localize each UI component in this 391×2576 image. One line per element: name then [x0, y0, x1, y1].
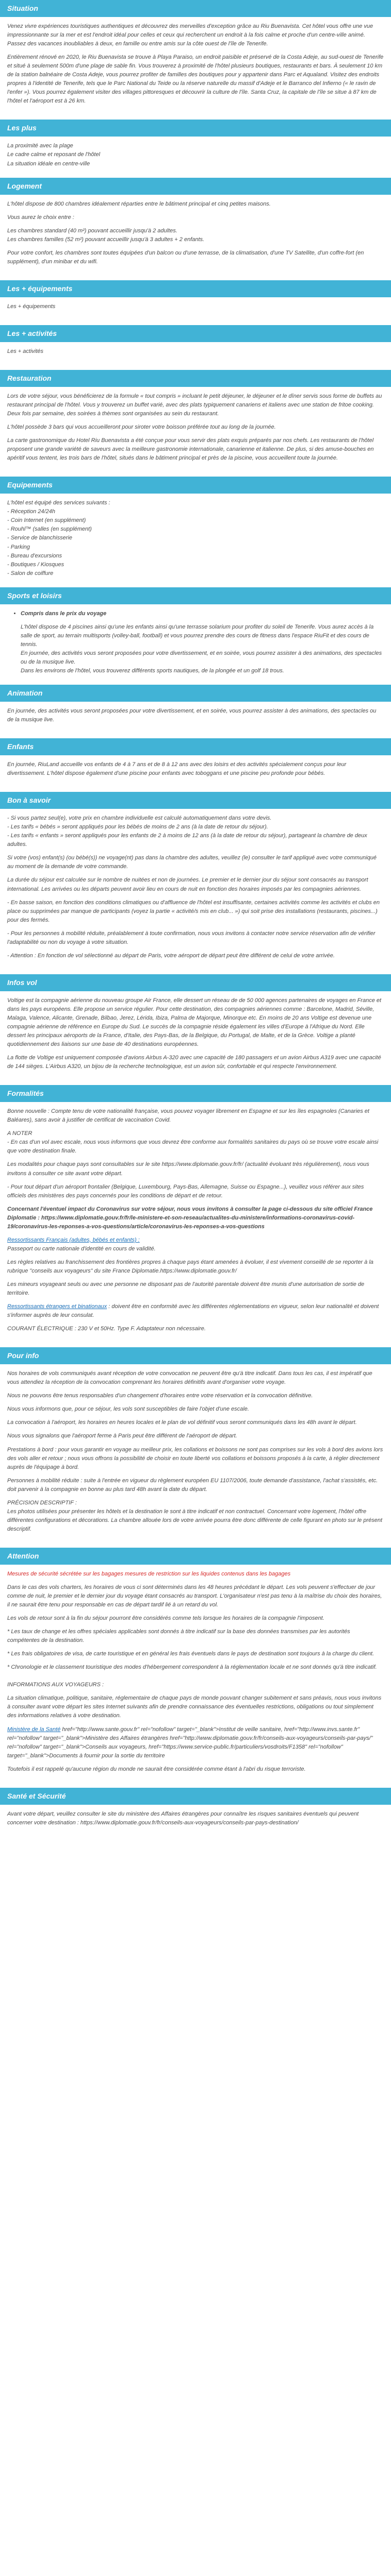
bon-savoir-line: - Les tarifs « bébés » seront appliqués pour les bébés de moins de 2 ans (à la date de retour du séjour). [7, 824, 268, 831]
formalites-paragraph: Les mineurs voyageant seuls ou avec une personne ne disposant pas de l'autorité parentale doivent être munis d'une autorisation de sortie de territoire. [7, 1281, 365, 1297]
section-equipements [0, 477, 391, 584]
attention-paragraph: La situation climatique, politique, sanitaire, réglementaire de chaque pays de monde pouvant changer subitement et sans préavis, nous vous invitons à consulter avant votre départ les sites Internet suivants afin de prendre connaissance des éventuelles restrictions, obligations ou tout simplement des informations relatives à votre destination. [7, 1695, 382, 1719]
situation-paragraph: Venez vivre expériences touristiques authentiques et découvrez des merveilles d'exception grâce au Riu Buenavista. Cet hôtel vous offre une vue impressionnante sur la mer et est l'endroit idéal pour celles et ceux qui recherchent un endroit à la fois calme et proche d'un centre-ville animé. Passez des vacances inoubliables à deux, en famille ou entre amis sur la côte ouest de l'île de Tenerife. [7, 23, 373, 47]
pour-info-paragraph: Nous vous signalons que l'aéroport ferme à Paris peut être différent de l'aéroport de départ. [7, 1433, 237, 1439]
bon-savoir-paragraph: Si votre (vos) enfant(s) (ou bébé(s)) ne voyage(nt) pas dans la chambre des adultes, veuillez (le) consulter le tarif appliqué avec votre communiqué au moment de la demande de votre commande. [7, 855, 377, 870]
sports-line: Dans les environs de l'hôtel, vous trouverez différents sports nautiques, de la plongée et un golf 18 trous. [21, 667, 284, 674]
restauration-paragraph: Lors de votre séjour, vous bénéficierez de la formule « tout compris » incluant le petit déjeuner, le déjeuner et le dîner servis sous forme de buffets au restaurant principal de l'hôtel. Vous y trouverez un buffet varié, avec des plats typiquement canariens et italiens avec une station de fritoe cooking. Deux fois par semaine, des soirées à thèmes sont organisées au sein du restaurant. [7, 393, 382, 417]
section-logement [0, 178, 391, 277]
bon-savoir-paragraph: La durée du séjour est calculée sur le nombre de nuitées et non de journées. Le premier et le dernier jour du séjour sont consacrés au transport international. Les arrivées ou les départs peuvent avoir lieu en cours de nuit en fonction des horaires imposés par les compagnies aériennes. [7, 877, 368, 892]
plus-equipements-text: Les + équipements [7, 303, 56, 310]
section-title-enfants: Enfants [0, 738, 391, 755]
liquides-restriction-link[interactable]: Mesures de sécurité sécrétée sur les bagages mesures de restriction sur les liquides contenus dans les bagages [7, 1570, 291, 1577]
bon-savoir-paragraph: - En basse saison, en fonction des conditions climatiques ou d'affluence de l'hôtel est insuffisante, certaines activités comme les activités et clubs en place ou supprimées par manque de participants (voyez la partie « activité/s mis en club... ») qui soit prise des installations (restaurants, piscines...) pour des fermés. [7, 899, 380, 923]
equipement-item: - Réception 24/24h [7, 509, 55, 515]
formalites-paragraph: Les règles relatives au franchissement des frontières propres à chaque pays étant amenées à évoluer, il est vivement conseillé de se reporter à la rubrique "conseils aux voyageurs" du site France Diplomatie.https://www.diplomatie.gouv.fr/ [7, 1259, 373, 1274]
section-title-les-plus: Les plus [0, 120, 391, 137]
restauration-paragraph: L'hôtel possède 3 bars qui vous accueilleront pour siroter votre boisson préférée tout au long de la journée. [7, 424, 276, 431]
attention-paragraph: * Chronologie et le classement touristique des modes d'hébergement correspondent à la réglementation locale et ne sont donnés qu'à titre indicatif. [7, 1664, 377, 1671]
attention-paragraph: Les vols de retour sont à la fin du séjour pourront être considérés comme tels lorsque les horaires de la compagnie l'imposent. [7, 1615, 324, 1622]
equipement-item: - Coin Internet (en supplément) [7, 517, 86, 524]
section-plus-equipements [0, 280, 391, 322]
equipement-item: - Rouhl™ (salles (en supplément) [7, 526, 92, 533]
equipement-item: - Bureau d'excursions [7, 552, 62, 559]
section-sante-securite [0, 1788, 391, 1838]
bon-savoir-line: - Si vous partez seul(e), votre prix en chambre individuelle est calculé automatiquement dans votre devis. [7, 815, 272, 822]
formalites-paragraph: - En cas d'un vol avec escale, nous vous informons que vous devrez être conforme aux formalités sanitaires du pays où se trouve votre escale ainsi que votre destination finale. [7, 1139, 379, 1155]
ressortissants-etrangers-link[interactable]: Ressortissants étrangers et binationaux [7, 1303, 107, 1310]
section-bon-a-savoir [0, 792, 391, 971]
bon-savoir-line: - Les tarifs « enfants » seront appliqués pour les enfants de 2 à moins de 12 ans (à la date de retour du séjour), partageant la chambre de deux adultes. [7, 833, 367, 848]
section-title-infos-vol: Infos vol [0, 974, 391, 991]
logement-paragraph: L'hôtel dispose de 800 chambres idéalement réparties entre le bâtiment principal et cinq petites maisons. [7, 200, 271, 207]
plus-item: La situation idéale en centre-ville [7, 160, 90, 167]
equipement-item: - Salon de coiffure [7, 570, 54, 577]
section-title-equipements: Equipements [0, 477, 391, 494]
section-title-logement: Logement [0, 178, 391, 195]
section-title-plus-equipements: Les + équipements [0, 280, 391, 297]
section-formalites [0, 1085, 391, 1344]
sports-line: En journée, des activités vous seront proposées pour votre divertissement, et en soirée, vous pourrez assister à des animations, des spectacles ou de la musique live. [21, 650, 382, 665]
formalites-paragraph: Passeport ou carte nationale d'identité en cours de validité. [7, 1245, 156, 1252]
formalites-etrangers-text: : doivent être en conformité avec les différentes réglementations en vigueur, selon leur nationalité et doivent s'informer auprès de leur consulat. [7, 1303, 379, 1319]
attention-paragraph: * Les taux de change et les offres spéciales applicables sont donnés à titre indicatif sur la base des données transmises par les autorités compétentes de la destination. [7, 1629, 350, 1644]
section-plus-activites [0, 325, 391, 367]
ressortissants-francais-link[interactable]: Ressortissants Français (adultes, bébés et enfants) : [7, 1236, 140, 1243]
section-title-sports-loisirs: Sports et loisirs [0, 587, 391, 604]
pour-info-paragraph: Les photos utilisées pour présenter les hôtels et la destination le sont à titre indicatif et non contractuel. Concernant votre logement, l'hôtel offre différentes configurations et décorations. La chambre allouée lors de votre arrivée pourra être donc différente de celle figurant en photo sur le présent descriptif. [7, 1508, 383, 1532]
animation-paragraph: En journée, des activités vous seront proposées pour votre divertissement, et en soirée, vous pourrez assister à des animations, des spectacles ou de la musique live. [7, 708, 377, 723]
infos-vol-paragraph: Voltige est la compagnie aérienne du nouveau groupe Air France, elle dessert un réseau de de 50 000 agences partenaires de voyages en France et dans les pays européens. Elle propose un service régulier. Pour cette destination, des compagnies aériennes comme : Barcelone, Madrid, Séville, Malaga, Valence, Alicante, Grenade, Bilbao, Jerez, Lérida, Ibiza, Palma de Majorque, Minorque etc. En moins de 20 ans Voltige est devenue une compagnie aérienne de référence en Europe du Sud. Le succès de la compagnie réside également les villes d'Europe à l'Afrique du Nord. Elle dessert les principaux aéroports de la France, d'Italie, des Pays-Bas, de la Belgique, du Portugal, de Malte, et de la Grèce. Voltige a planté quotidiennement des liaisons sur une base de 40 destinations européennes. [7, 997, 382, 1048]
formalites-courant-electrique: COURANT ÉLECTRIQUE : 230 V et 50Hz. Type F. Adaptateur non nécessaire. [7, 1326, 206, 1332]
situation-paragraph: Entièrement rénové en 2020, le Riu Buenavista se trouve à Playa Paraiso, un endroit paisible et préservé de la Costa Adeje, au sud-ouest de Tenerife et situé à seulement 500m d'une plage de sable fin. Vous trouverez à proximité de l'hôtel plusieurs boutiques, restaurants et bars. À seulement 10 km de la station balnéaire de Costa Adeje, vous pourrez profiter de familles des boutiques pour y appartenir dans Parc et Aqualand. Visitez des endroits propres à l'identité de Tenerife, tels que le Parc National du Teide ou la réserve naturelle du massif d'Adeje et le Barranco del Infierno (« le ravin de l'enfer »). Vous pourrez également visiter des villages pittoresques et découvrir la culture de l'île. Santa Cruz, la capitale de l'île se situe à 87 km de l'hôtel et l'aéroport est à 26 km. [7, 54, 384, 105]
informations-voyageurs-title: INFORMATIONS AUX VOYAGEURS : [7, 1682, 104, 1688]
infos-vol-paragraph: La flotte de Voltige est uniquement composée d'avions Airbus A-320 avec une capacité de 180 passagers et un avion Airbus A319 avec une capacité de 144 sièges. L'Airbus A320, un bijou de la recherche technologique, est un avion sûr, confortable et qui respecte l'environnement. [7, 1055, 381, 1070]
pour-info-paragraph: Nos horaires de vols communiqués avant réception de votre convocation ne peuvent être qu'à titre indicatif. Dans tous les cas, il est impératif que vous attendiez la réception de la convocation comprenant les horaires définitifs avant d'organiser votre voyage. [7, 1370, 372, 1386]
attention-links-text: href="http://www.sante.gouv.fr" rel="nofollow" target="_blank">Institut de veille sanitaire, href="http://www.invs.sante.fr" rel="nofollow" target="_blank">Ministère des Affaires étrangères href="http://www.diplomatie.gouv.fr/fr/conseils-aux-voyageurs/conseils-par-pays/" rel="nofollow" target="_blank">Conseils aux voyageurs, href="https://www.service-public.fr/particuliers/vosdroits/F1358" rel="nofollow" target="_blank">Documents à fournir pour la sortie du territoire [7, 1726, 373, 1759]
section-attention [0, 1548, 391, 1785]
section-animation [0, 685, 391, 735]
section-sports-loisirs [0, 587, 391, 682]
enfants-paragraph: En journée, RiuLand accueille vos enfants de 4 à 7 ans et de 8 à 12 ans avec des loisirs et des activités spécialement conçus pour leur divertissement. L'hôtel dispose également d'une piscine pour enfants avec toboggans et une piscine peu profonde pour bébés. [7, 761, 347, 777]
plus-item: La proximité avec la plage [7, 143, 73, 149]
bon-savoir-paragraph: - Pour les personnes à mobilité réduite, préalablement à toute confirmation, nous vous invitons à contacter notre service réservation afin de vérifier l'adaptabilité ou non du voyage à votre situation. [7, 930, 376, 945]
section-title-formalites: Formalités [0, 1085, 391, 1102]
section-pour-info [0, 1347, 391, 1545]
section-title-plus-activites: Les + activités [0, 325, 391, 342]
logement-room-type: Les chambres familles (52 m²) pouvant accueillir jusqu'à 3 adultes + 2 enfants. [7, 236, 205, 243]
attention-paragraph: * Les frais obligatoires de visa, de carte touristique et en général les frais éventuels dans le pays de destination sont toujours à la charge du client. [7, 1651, 374, 1657]
section-title-pour-info: Pour info [0, 1347, 391, 1364]
section-title-attention: Attention [0, 1548, 391, 1565]
sports-included-bullet: • Compris dans le prix du voyage [21, 609, 384, 618]
pour-info-paragraph: Prestations à bord : pour vous garantir en voyage au meilleur prix, les collations et boissons ne sont pas comprises sur les vols à bord des avions lors des vols aller et retour ; nous vous offrons la possibilité de choisir en toute liberté vos collations et boissons proposés à la carte, à régler directement auprès de l'équipage à bord. [7, 1446, 383, 1470]
pour-info-paragraph: Personnes à mobilité réduite : suite à l'entrée en vigueur du règlement européen EU 1107/2006, toute demande d'assistance, l'achat s'assistés, etc. doit parvenir à la compagnie en bonne au plus tard 48h avant la date du départ. [7, 1477, 378, 1493]
plus-activites-text: Les + activités [7, 348, 44, 354]
section-title-restauration: Restauration [0, 370, 391, 387]
section-infos-vol [0, 974, 391, 1082]
attention-paragraph: Dans le cas des vols charters, les horaires de vous ci sont déterminés dans les 48 heures précédant le départ. Les vols peuvent s'effectuer de jour comme de nuit, le premier et le dernier jour du voyage étant consacrés au transport. L'organisateur n'est pas tenu à la maîtrise du choix des horaires, il ne saurait être tenu pour responsable en cas de départ tardif lié à un retard du vol. [7, 1584, 382, 1608]
precision-descriptif-title: PRÉCISION DESCRIPTIF : [7, 1499, 77, 1506]
section-restauration [0, 370, 391, 473]
section-title-animation: Animation [0, 685, 391, 702]
plus-item: Le cadre calme et reposant de l'hôtel [7, 151, 101, 158]
formalites-note-title: A NOTER [7, 1130, 32, 1137]
equipement-item: - Service de blanchisserie [7, 535, 72, 541]
equipements-intro: L'hôtel est équipé des services suivants : [7, 500, 110, 506]
bon-savoir-paragraph: - Attention : En fonction de vol sélectionné au départ de Paris, votre aéroport de départ peut être différent de celui de votre arrivée. [7, 952, 335, 959]
section-title-bon-a-savoir: Bon à savoir [0, 792, 391, 809]
equipement-item: - Parking [7, 544, 30, 550]
formalites-coronavirus-notice: Concernant l'éventuel impact du Coronavirus sur votre séjour, nous vous invitons à consulter la page ci-dessous du site officiel France Diplomatie : https://www.diplomatie.gouv.fr/fr/le-ministere-et-son-reseau/actualites-du-ministere/informations-coronavirus-covid-19/coronavirus-les-reponses-a-vos-questions/article/coronavirus-les-reponses-a-vos-questions [7, 1206, 373, 1230]
formalites-paragraph: Bonne nouvelle : Compte tenu de votre nationalité française, vous pouvez voyager librement en Espagne et sur les îles espagnoles (Canaries et Baléares), sans avoir à justifier de certificat de vaccination Covid. [7, 1108, 369, 1124]
sante-paragraph: Avant votre départ, veuillez consulter le site du ministère des Affaires étrangères pour connaître les risques sanitaires éventuels qui peuvent concerner votre destination : https://www.diplomatie.gouv.fr/fr/conseils-aux-voyageurs/conseils-par-pays-destination/ [7, 1810, 359, 1826]
equipement-item: - Boutiques / Kiosques [7, 561, 64, 568]
sports-line: L'hôtel dispose de 4 piscines ainsi qu'une les enfants ainsi qu'une terrasse solarium pour profiter du soleil de Tenerife. Vous aurez accès à la salle de sport, au terrain multisports (volley-ball, football) et vous pourrez prendre des cours de fitness dans l'espace RiuFit et des cours de tennis. [21, 623, 374, 648]
logement-paragraph: Vous aurez le choix entre : [7, 214, 74, 221]
pour-info-paragraph: Nous ne pouvons être tenus responsables d'un changement d'horaires entre votre réservation et la convocation définitive. [7, 1393, 313, 1399]
logement-room-type: Les chambres standard (40 m²) pouvant accueillir jusqu'à 2 adultes. [7, 227, 177, 234]
pour-info-paragraph: Nous vous informons que, pour ce séjour, les vols sont susceptibles de faire l'objet d'une escale. [7, 1406, 249, 1413]
section-title-situation: Situation [0, 0, 391, 17]
attention-paragraph: Toutefois il est rappelé qu'aucune région du monde ne saurait être considérée comme étant à l'abri du risque terroriste. [7, 1766, 306, 1772]
ministere-sante-link[interactable]: Ministère de la Santé [7, 1726, 61, 1733]
logement-paragraph: Pour votre confort, les chambres sont toutes équipées d'un balcon ou d'une terrasse, de la climatisation, d'une TV Satellite, d'un coffre-fort (en supplément), d'un minibar et du wifi. [7, 249, 364, 265]
section-situation [0, 0, 391, 116]
restauration-paragraph: La carte gastronomique du Hotel Riu Buenavista a été conçue pour vous servir des plats exquis préparés par nos chefs. Les restaurants de l'hôtel proposent une grande variété de saveurs avec la meilleure gastronomie internationale, canarienne et italienne. De plus, si des amuse-bouches en apéritif vous tentent, les trois bars de l'hôtel, situés dans le bâtiment principal et près de la piscine, vous accueillent toute la journée. [7, 437, 374, 462]
section-les-plus [0, 120, 391, 174]
section-title-sante-securite: Santé et Sécurité [0, 1788, 391, 1805]
pour-info-paragraph: La convocation à l'aéroport, les horaires en heures locales et le plan de vol définitif vous seront communiqués dans les 48h avant le départ. [7, 1419, 357, 1426]
formalites-paragraph: Les modalités pour chaque pays sont consultables sur le site https://www.diplomatie.gouv.fr/fr/ (actualité évoluant très régulièrement), nous vous invitons à consulter ce site avant votre départ. [7, 1161, 369, 1177]
section-enfants [0, 738, 391, 789]
formalites-paragraph: - Pour tout départ d'un aéroport frontalier (Belgique, Luxembourg, Pays-Bas, Allemagne, Suisse ou Espagne...), veuillez vous référer aux sites officiels des ministères des pays concernés pour les conditions de départ et de retour. [7, 1183, 364, 1199]
